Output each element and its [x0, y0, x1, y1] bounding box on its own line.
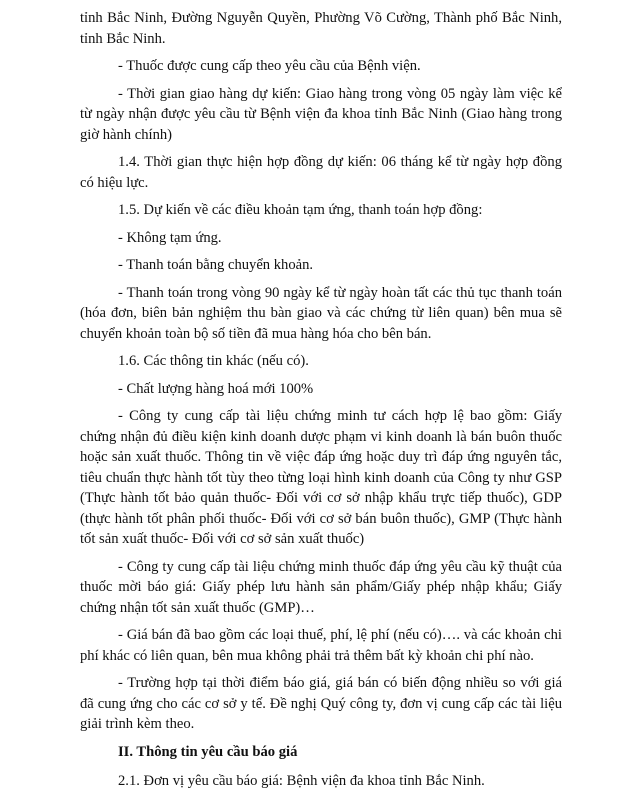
paragraph-technical-documents: - Công ty cung cấp tài liệu chứng minh thuốc đáp ứng yêu cầu kỹ thuật của thuốc mời báo giá: Giấy phép lưu hành sản phẩm/Giấy phép nhập khẩu; Giấy chứng nhận tốt sản xuất thuốc (GMP)… [80, 558, 562, 616]
paragraph-eligibility-documents: - Công ty cung cấp tài liệu chứng minh tư cách hợp lệ bao gồm: Giấy chứng nhận đủ điều kiện kinh doanh dược phạm vi kinh doanh là bán buôn thuốc hoặc sản xuất thuốc. Thông tin về việc đáp ứng hoặc duy trì đáp ứng nguyên tắc, tiêu chuẩn thực hành tốt tùy theo từng loại hình kinh doanh của Công ty như GSP (Thực hành tốt bảo quản thuốc- Đối với cơ sở nhập khẩu trực tiếp thuốc), GDP (thực hành tốt phân phối thuốc- Đối với cơ sở bán buôn thuốc), GMP (Thực hành tốt sản xuất thuốc- Đối với cơ sở sản xuất thuốc) [80, 408, 562, 547]
paragraph-supply-requirement: - Thuốc được cung cấp theo yêu cầu của Bệnh viện. [118, 58, 421, 74]
paragraph-bank-transfer: - Thanh toán bằng chuyển khoản. [118, 257, 314, 273]
paragraph-no-advance: - Không tạm ứng. [118, 229, 222, 246]
paragraph-address-continuation: tỉnh Bắc Ninh, Đường Nguyễn Quyền, Phường Võ Cường, Thành phố Bắc Ninh, tỉnh Bắc Ninh. [80, 10, 562, 47]
paragraph-requesting-unit: 2.1. Đơn vị yêu cầu báo giá: Bệnh viện đa khoa tỉnh Bắc Ninh. [118, 773, 485, 789]
paragraph-quality: - Chất lượng hàng hoá mới 100% [118, 380, 314, 397]
section-heading: II. Thông tin yêu cầu báo giá [118, 743, 298, 760]
paragraph-contract-duration: 1.4. Thời gian thực hiện hợp đồng dự kiến: 06 tháng kể từ ngày hợp đồng có hiệu lực. [80, 154, 562, 191]
paragraph-payment-terms-heading: 1.5. Dự kiến về các điều khoản tạm ứng, thanh toán hợp đồng: [118, 202, 483, 218]
paragraph-delivery-time: - Thời gian giao hàng dự kiến: Giao hàng trong vòng 05 ngày làm việc kể từ ngày nhận được yêu cầu từ Bệnh viện đa khoa tỉnh Bắc Ninh (Giao hàng trong giờ hành chính) [80, 85, 562, 143]
paragraph-price-inclusive: - Giá bán đã bao gồm các loại thuế, phí, lệ phí (nếu có)…. và các khoản chi phí khác có liên quan, bên mua không phải trả thêm bất kỳ khoản chi phí nào. [80, 627, 562, 664]
paragraph-other-info-heading: 1.6. Các thông tin khác (nếu có). [118, 353, 309, 369]
paragraph-payment-within-90-days: - Thanh toán trong vòng 90 ngày kể từ ngày hoàn tất các thủ tục thanh toán (hóa đơn, biên bản nghiệm thu bàn giao và các chứng từ liên quan) bên mua sẽ chuyển khoản toàn bộ số tiền đã mua hàng hóa cho bên bán. [80, 284, 562, 342]
document-body [80, 8, 562, 799]
paragraph-price-fluctuation: - Trường hợp tại thời điểm báo giá, giá bán có biến động nhiều so với giá đã cung ứng cho các cơ sở y tế. Đề nghị Quý công ty, đơn vị cung cấp các tài liệu giải trình kèm theo. [80, 675, 562, 732]
